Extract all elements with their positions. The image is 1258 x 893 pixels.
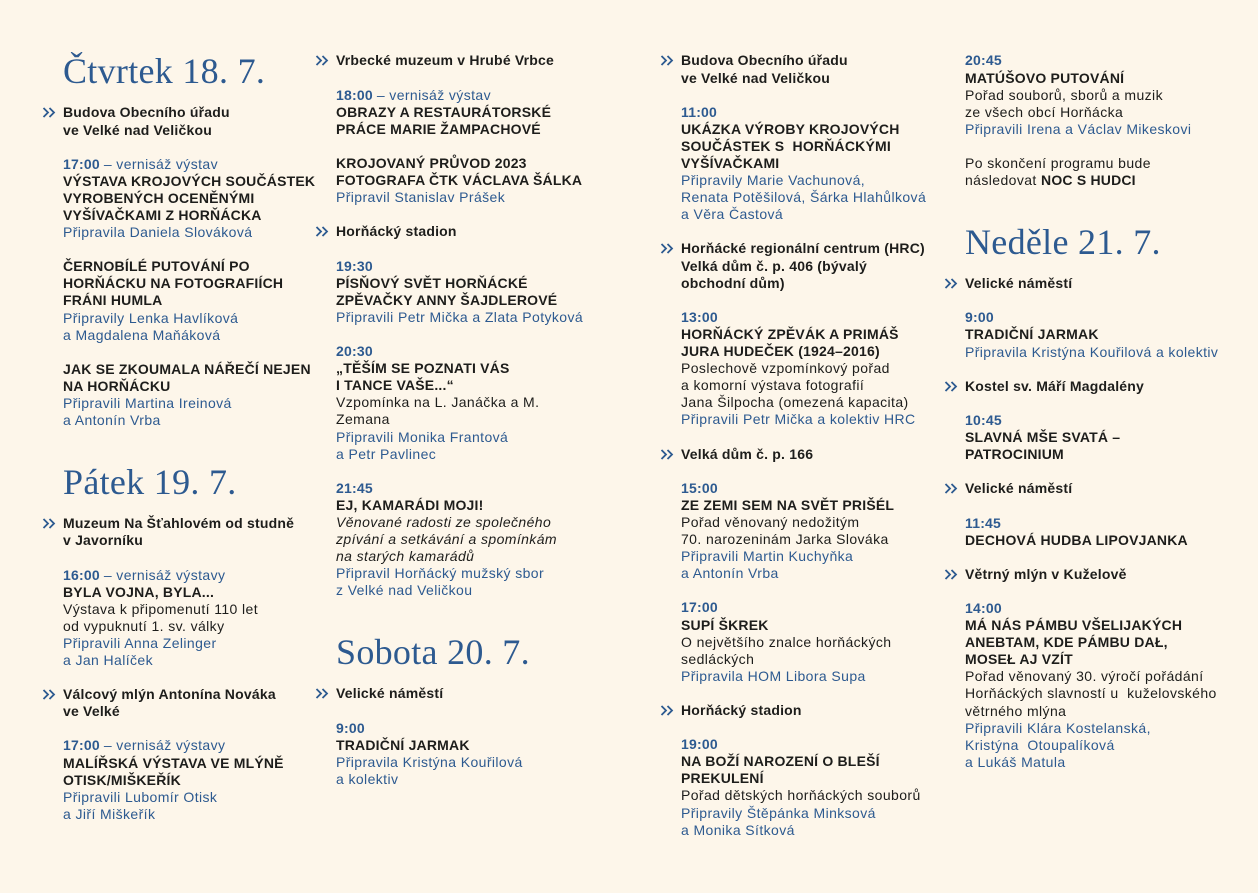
event-title-line: DECHOVÁ HUDBA LIPOVJANKA bbox=[965, 531, 1188, 548]
program-event bbox=[681, 736, 926, 839]
note-text: následovat bbox=[965, 172, 1042, 189]
event-credits-line: Renata Potěšilová, Šárka Hlahůlková bbox=[681, 189, 927, 206]
event-credits-line: Připravila Kristýna Kouřilová bbox=[336, 753, 523, 770]
event-description-line: Poslechově vzpomínkový pořad bbox=[681, 360, 890, 377]
day-heading: Pátek 19. 7. bbox=[63, 462, 237, 503]
event-time: 20:45 bbox=[965, 52, 1002, 69]
venue-name-line: Velické náměstí bbox=[965, 275, 1073, 292]
venue bbox=[681, 240, 926, 291]
event-title-line: JURA HUDEČEK (1924–2016) bbox=[681, 343, 880, 360]
event-time: 15:00 bbox=[681, 479, 718, 496]
day-header bbox=[965, 189, 1218, 275]
program-event bbox=[965, 412, 1218, 463]
event-title-line: ANEBTAM, KDE PÁMBU DAŁ, bbox=[965, 634, 1168, 651]
event-credits-line: Připravily Lenka Havlíková bbox=[63, 309, 239, 326]
double-chevron-icon bbox=[660, 705, 674, 716]
double-chevron-icon bbox=[42, 107, 56, 118]
event-description-line: Věnované radosti ze společného bbox=[336, 513, 552, 530]
program-event bbox=[336, 480, 583, 600]
event-title-line: FRÁNI HUMLA bbox=[63, 292, 163, 309]
event-description-line: O největšího znalce horňáckých bbox=[681, 633, 892, 650]
event-description-line: Pořad věnovaný 30. výročí pořádání bbox=[965, 668, 1204, 685]
event-time-note: – vernisáž výstav bbox=[376, 86, 491, 103]
venue-name-line: Válcový mlýn Antonína Nováka bbox=[63, 686, 276, 703]
event-credits-line: Připravili Lubomír Otisk bbox=[63, 788, 218, 805]
event-credits-line: a Antonín Vrba bbox=[63, 412, 161, 429]
event-title-line: TRADIČNÍ JARMAK bbox=[336, 736, 470, 753]
venue-name-line: v Javorníku bbox=[63, 532, 144, 549]
venue bbox=[63, 515, 315, 549]
event-credits-line: a Antonín Vrba bbox=[681, 565, 779, 582]
event-description-line: Horňáckých slavností u kuželovského bbox=[965, 685, 1217, 702]
event-time-row bbox=[336, 87, 583, 104]
event-time: 16:00 bbox=[63, 566, 100, 583]
event-credits-line: a Monika Sítková bbox=[681, 821, 795, 838]
note-highlight: NOC S HUDCI bbox=[1041, 172, 1136, 189]
program-event bbox=[336, 343, 583, 463]
event-description-line: na starých kamarádů bbox=[336, 548, 475, 565]
event-title-line: VYŠÍVAČKAMI bbox=[681, 155, 780, 171]
event-time: 14:00 bbox=[965, 599, 1002, 616]
event-credits-line: Připravili Petr Mička a Zlata Potyková bbox=[336, 308, 584, 325]
event-time-row bbox=[336, 343, 583, 360]
event-time: 18:00 bbox=[336, 86, 373, 103]
event-credits-line: a Petr Pavlinec bbox=[336, 445, 437, 462]
event-description-line: větrného mlýna bbox=[965, 702, 1067, 719]
event-title-line: JAK SE ZKOUMALA NÁŘEČÍ NEJEN bbox=[63, 360, 311, 377]
event-description-line: Výstava k připomenutí 110 let bbox=[63, 600, 258, 617]
event-time-row bbox=[63, 567, 315, 584]
double-chevron-icon bbox=[944, 483, 958, 494]
event-description-line: 70. narozeninám Jarka Slováka bbox=[681, 531, 889, 548]
event-time: 19:30 bbox=[336, 257, 373, 274]
program-event bbox=[681, 599, 926, 684]
venue bbox=[63, 686, 315, 720]
event-time: 11:00 bbox=[681, 103, 718, 120]
note-line bbox=[965, 172, 1218, 189]
venue-name-line: obchodní dům) bbox=[681, 274, 785, 291]
program-event bbox=[681, 480, 926, 583]
double-chevron-icon bbox=[660, 243, 674, 254]
event-time-row bbox=[681, 480, 926, 497]
event-description-line: a komorní výstava fotografií bbox=[681, 377, 865, 394]
event-time-row bbox=[965, 515, 1218, 532]
program-event bbox=[63, 156, 315, 241]
program-event bbox=[965, 52, 1218, 137]
event-credits-line: a Věra Častová bbox=[681, 206, 784, 223]
event-title-line: PATROCINIUM bbox=[965, 446, 1064, 463]
program-note bbox=[965, 155, 1218, 189]
event-time: 9:00 bbox=[965, 309, 994, 326]
event-title-line: „TĚŠÍM SE POZNATI VÁS bbox=[336, 360, 510, 377]
day-header bbox=[336, 599, 583, 685]
event-title-line: OTISK/MIŠKEŘÍK bbox=[63, 771, 181, 788]
venue-name-line: Vrbecké muzeum v Hrubé Vrbce bbox=[336, 52, 555, 69]
event-title-line: ZPĚVAČKY ANNY ŠAJDLEROVÉ bbox=[336, 291, 558, 308]
event-title-line: PÍSŇOVÝ SVĚT HORŇÁCKÉ bbox=[336, 274, 528, 291]
event-credits-line: a Magdalena Maňáková bbox=[63, 326, 221, 343]
program-event bbox=[965, 515, 1218, 549]
venue-name-line: Horňácký stadion bbox=[336, 223, 457, 240]
program-event bbox=[965, 309, 1218, 360]
event-description-line: zpívání a setkávání a spomínkám bbox=[336, 531, 557, 548]
double-chevron-icon bbox=[660, 449, 674, 460]
event-description-line: ze všech obcí Horňácka bbox=[965, 103, 1124, 120]
program-event bbox=[63, 567, 315, 670]
program-event bbox=[63, 737, 315, 822]
program-column bbox=[336, 52, 583, 788]
event-time-row bbox=[681, 104, 926, 121]
program-column bbox=[681, 52, 926, 838]
event-title-line: NA BOŽÍ NAROZENÍ O BLEŠÍ bbox=[681, 753, 880, 770]
event-description-line: Pořad dětských horňáckých souborů bbox=[681, 787, 921, 804]
note-line: Po skončení programu bude bbox=[965, 155, 1151, 171]
event-time: 21:45 bbox=[336, 479, 373, 496]
event-title-line: UKÁZKA VÝROBY KROJOVÝCH bbox=[681, 120, 900, 137]
program-event bbox=[681, 104, 926, 224]
program-event bbox=[336, 258, 583, 326]
program-column bbox=[965, 52, 1218, 770]
event-credits-line: a kolektiv bbox=[336, 770, 399, 787]
venue-name-line: ve Velké nad Veličkou bbox=[63, 121, 212, 138]
event-description-line: Jana Šilpocha (omezená kapacita) bbox=[681, 394, 909, 411]
double-chevron-icon bbox=[944, 278, 958, 289]
event-title-line: TRADIČNÍ JARMAK bbox=[965, 326, 1099, 343]
event-time-row bbox=[965, 412, 1218, 429]
venue bbox=[336, 52, 583, 69]
event-time-row bbox=[63, 156, 315, 173]
venue bbox=[965, 480, 1218, 497]
event-description-line: Vzpomínka na L. Janáčka a M. bbox=[336, 394, 540, 411]
event-time: 17:00 bbox=[63, 155, 100, 172]
event-title-line: MALÍŘSKÁ VÝSTAVA VE MLÝNĚ bbox=[63, 754, 284, 771]
event-title-line: MOSEŁ AJ VZÍT bbox=[965, 651, 1073, 668]
program-event bbox=[965, 600, 1218, 771]
event-credits-line: Kristýna Otoupalíková bbox=[965, 736, 1115, 753]
program-event bbox=[336, 720, 583, 788]
event-time-note: – vernisáž výstavy bbox=[103, 737, 226, 754]
venue-name-line: Budova Obecního úřadu bbox=[681, 52, 848, 69]
event-time-row bbox=[681, 599, 926, 616]
program-event bbox=[336, 155, 583, 206]
event-description-line: Pořad věnovaný nedožitým bbox=[681, 513, 860, 530]
venue-name-line: Velické náměstí bbox=[336, 685, 444, 702]
venue bbox=[681, 702, 926, 719]
event-title-line: OBRAZY A RESTAURÁTORSKÉ bbox=[336, 103, 552, 120]
event-title-line: NA HORŇÁCKU bbox=[63, 377, 171, 394]
event-title-line: ZE ZEMI SEM NA SVĚT PRIŠÉL bbox=[681, 496, 895, 513]
event-title-line: VYROBENÝCH OCENĚNÝMI bbox=[63, 189, 255, 206]
venue-name-line: Velické náměstí bbox=[965, 480, 1073, 497]
double-chevron-icon bbox=[660, 55, 674, 66]
event-title-line: BYLA VOJNA, BYLA... bbox=[63, 583, 215, 600]
event-time-row bbox=[336, 480, 583, 497]
event-time: 19:00 bbox=[681, 736, 718, 753]
event-time-row bbox=[681, 736, 926, 753]
venue bbox=[965, 275, 1218, 292]
event-time-row bbox=[681, 309, 926, 326]
event-credits-line: Připravila Kristýna Kouřilová a kolektiv bbox=[965, 343, 1219, 360]
event-title-line: VÝSTAVA KROJOVÝCH SOUČÁSTEK bbox=[63, 172, 316, 189]
event-credits-line: Připravila HOM Libora Supa bbox=[681, 667, 866, 684]
double-chevron-icon bbox=[315, 55, 329, 66]
event-credits-line: Připravili Martina Ireinová bbox=[63, 395, 232, 412]
venue-name-line: Velká dům č. p. 406 (bývalý bbox=[681, 257, 867, 274]
event-credits-line: Připravil Stanislav Prášek bbox=[336, 189, 506, 206]
event-time: 10:45 bbox=[965, 411, 1002, 428]
venue-name-line: Velká dům č. p. 166 bbox=[681, 445, 814, 462]
event-title-line: PREKULENÍ bbox=[681, 770, 764, 787]
event-description-line: sedláckých bbox=[681, 650, 755, 667]
event-credits-line: Připravili Klára Kostelanská, bbox=[965, 719, 1151, 736]
event-time-row bbox=[336, 720, 583, 737]
program-event bbox=[336, 87, 583, 138]
venue-name-line: Horňácké regionální centrum (HRC) bbox=[681, 240, 925, 257]
event-credits-line: Připravili Irena a Václav Mikeskovi bbox=[965, 120, 1192, 137]
venue-name-line: Kostel sv. Máří Magdalény bbox=[965, 377, 1145, 394]
venue bbox=[681, 446, 926, 463]
event-credits-line: Připravili Monika Frantová bbox=[336, 428, 509, 445]
program-event bbox=[63, 258, 315, 343]
event-time: 17:00 bbox=[63, 737, 100, 754]
event-credits-line: Připravily Štěpánka Minksová bbox=[681, 804, 876, 821]
event-title-line: FOTOGRAFA ČTK VÁCLAVA ŠÁLKA bbox=[336, 172, 583, 189]
event-time: 20:30 bbox=[336, 343, 373, 360]
event-title-line: SOUČÁSTEK S HORŇÁCKÝMI bbox=[681, 137, 891, 154]
event-title-line: HORŇÁCKU NA FOTOGRAFIÍCH bbox=[63, 275, 284, 292]
event-credits-line: Připravili Anna Zelinger bbox=[63, 634, 217, 651]
event-credits-line: Připravili Petr Mička a kolektiv HRC bbox=[681, 411, 916, 428]
event-title-line: PRÁCE MARIE ŽAMPACHOVÉ bbox=[336, 120, 541, 137]
day-heading: Čtvrtek 18. 7. bbox=[63, 51, 266, 92]
venue bbox=[63, 104, 315, 138]
event-credits-line: Připravily Marie Vachunová, bbox=[681, 172, 866, 189]
double-chevron-icon bbox=[42, 518, 56, 529]
event-credits-line: z Velké nad Veličkou bbox=[336, 582, 473, 599]
program-event bbox=[681, 309, 926, 429]
venue bbox=[965, 378, 1218, 395]
event-time-note: – vernisáž výstav bbox=[103, 155, 218, 172]
venue bbox=[336, 685, 583, 702]
day-heading: Sobota 20. 7. bbox=[336, 632, 530, 673]
venue-name-line: Horňácký stadion bbox=[681, 702, 802, 718]
double-chevron-icon bbox=[315, 226, 329, 237]
venue bbox=[681, 52, 926, 86]
event-credits-line: a Jiří Miškeřík bbox=[63, 805, 156, 822]
event-time-row bbox=[63, 737, 315, 754]
event-title-line: ČERNOBÍLÉ PUTOVÁNÍ PO bbox=[63, 258, 250, 275]
event-description-line: Zemana bbox=[336, 411, 390, 428]
event-time: 9:00 bbox=[336, 719, 365, 736]
event-title-line: I TANCE VAŠE...“ bbox=[336, 377, 454, 394]
event-title-line: SLAVNÁ MŠE SVATÁ – bbox=[965, 429, 1121, 446]
event-time: 17:00 bbox=[681, 599, 718, 616]
day-header bbox=[63, 18, 315, 104]
venue-name-line: Budova Obecního úřadu bbox=[63, 104, 230, 121]
event-credits-line: a Jan Halíček bbox=[63, 651, 154, 668]
double-chevron-icon bbox=[42, 689, 56, 700]
event-time-row bbox=[965, 600, 1218, 617]
double-chevron-icon bbox=[315, 688, 329, 699]
venue bbox=[965, 566, 1218, 583]
event-time-row bbox=[336, 258, 583, 275]
event-title-line: VYŠÍVAČKAMI Z HORŇÁCKA bbox=[63, 207, 262, 223]
event-time: 11:45 bbox=[965, 514, 1002, 531]
event-credits-line: Připravili Martin Kuchyňka bbox=[681, 548, 854, 565]
event-time-row bbox=[965, 52, 1218, 69]
event-description-line: od vypuknutí 1. sv. války bbox=[63, 617, 225, 634]
event-title-line: SUPÍ ŠKREK bbox=[681, 616, 769, 633]
event-credits-line: Připravil Horňácký mužský sbor bbox=[336, 565, 545, 582]
event-time-note: – vernisáž výstavy bbox=[103, 566, 226, 583]
program-column bbox=[63, 18, 315, 822]
double-chevron-icon bbox=[944, 381, 958, 392]
day-heading: Neděle 21. 7. bbox=[965, 222, 1161, 263]
event-title-line: KROJOVANÝ PRŮVOD 2023 bbox=[336, 155, 527, 171]
event-credits-line: Připravila Daniela Slováková bbox=[63, 224, 253, 241]
event-time: 13:00 bbox=[681, 308, 718, 325]
day-header bbox=[63, 429, 315, 515]
program-event bbox=[63, 361, 315, 429]
event-credits-line: a Lukáš Matula bbox=[965, 753, 1066, 770]
venue-name-line: ve Velké nad Veličkou bbox=[681, 69, 830, 86]
event-title-line: MÁ NÁS PÁMBU VŠELIJAKÝCH bbox=[965, 617, 1183, 634]
double-chevron-icon bbox=[944, 569, 958, 580]
venue-name-line: ve Velké bbox=[63, 703, 120, 720]
event-description-line: Pořad souborů, sborů a muzik bbox=[965, 86, 1163, 103]
venue-name-line: Muzeum Na Šťahlovém od studně bbox=[63, 515, 295, 532]
venue-name-line: Větrný mlýn v Kuželově bbox=[965, 565, 1127, 582]
venue bbox=[336, 223, 583, 240]
event-title-line: MATÚŠOVO PUTOVÁNÍ bbox=[965, 69, 1125, 86]
event-title-line: HORŇÁCKÝ ZPĚVÁK A PRIMÁŠ bbox=[681, 325, 899, 342]
event-title-line: EJ, KAMARÁDI MOJI! bbox=[336, 496, 484, 513]
event-time-row bbox=[965, 309, 1218, 326]
